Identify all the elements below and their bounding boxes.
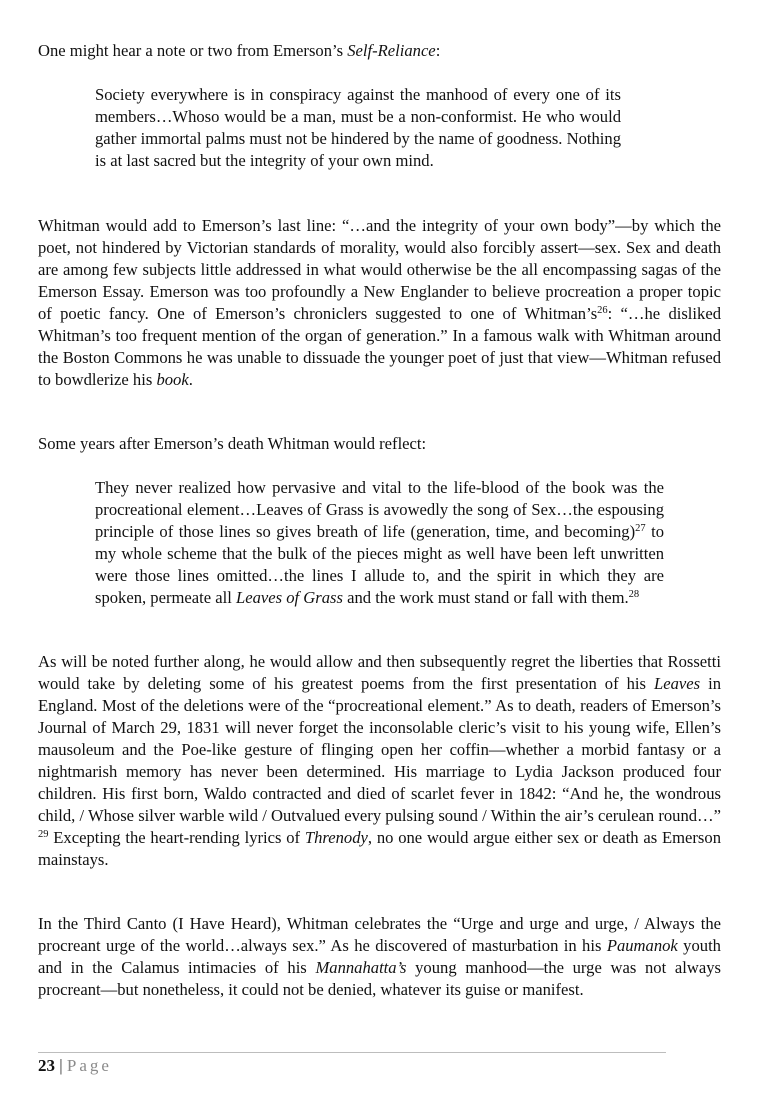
intro-line: [38, 40, 721, 62]
page-footer: [38, 1055, 112, 1077]
para1-text-a: Whitman would add to Emerson’s last line: “…and the integrity of your own body”—by which the poet, not hindered by Victorian standards of morality, would also forcibly assert—sex. Sex and death are among few subjects little addressed in what would otherwise be the all encompassing sagas of the Emerson Essay. Emerson was too profoundly a New Englander to believe procreation a proper topic of poetic fancy. One of Emerson’s chroniclers suggested to one of Whitman’s: [38, 216, 721, 323]
paragraph-whitman-emerson: [38, 215, 721, 391]
whitman-quote-text-c: and the work must stand or fall with them.: [342, 588, 629, 607]
page-number: 23: [38, 1056, 55, 1075]
intro-colon: :: [435, 41, 441, 60]
leaves-of-grass-title: Leaves of Grass: [236, 588, 343, 607]
book-emphasis: book: [156, 370, 189, 389]
para4-text-b: youth and in the Calamus intimacies of his: [38, 936, 721, 977]
paumanok-emphasis: Paumanok: [606, 936, 678, 955]
footer-divider: [38, 1052, 666, 1053]
paragraph-third-canto: [38, 913, 721, 1001]
whitman-quote-text-a: They never realized how pervasive and vital to the life-blood of the book was the procreational element…Leaves of Grass is avowedly the song of Sex…the espousing principle of those lines so gives breath of life (generation, time, and becoming): [95, 478, 664, 541]
leaves-emphasis: Leaves: [653, 674, 701, 693]
para1-text-b: : “…he disliked Whitman’s too frequent mention of the organ of generation.” In a famous walk with Whitman around the Boston Commons he was unable to dissuade the younger poet of just that view—Whitman refused to bowdlerize his: [38, 304, 721, 389]
paragraph-rossetti-death: [38, 651, 721, 871]
para4-text-a: In the Third Canto (I Have Heard), Whitman celebrates the “Urge and urge and urge, / Always the procreant urge of the world…always sex.” As he discovered of masturbation in his: [38, 914, 721, 955]
para3-text-a: As will be noted further along, he would allow and then subsequently regret the liberties that Rossetti would take by deleting some of his greatest poems from the first presentation of his: [38, 652, 721, 693]
threnody-title: Threnody: [304, 828, 368, 847]
footnote-ref-27: 27: [635, 523, 646, 534]
para3-text-c: Excepting the heart-rending lyrics of: [48, 828, 305, 847]
block-quote-emerson: [95, 84, 621, 172]
para3-text-b: in England. Most of the deletions were of the “procreational element.” As to death, readers of Emerson’s Journal of March 29, 1831 will never forget the inconsolable cleric’s visit to his young wife, Ellen’s mausoleum and the Poe-like gesture of flinging open her coffin—whether a morbid fantasy or a nightmarish memory has never been determined. His marriage to Lydia Jackson produced four children. His first born, Waldo contracted and died of scarlet fever in 1842: “And he, the wondrous child, / Whose silver warble wild / Outvalued every pulsing sound / Within the air’s cerulean round…”: [38, 674, 721, 825]
footnote-ref-28: 28: [628, 589, 640, 600]
para4-text-c: young manhood—the urge was not always procreant—but nonetheless, it could not be denied, whatever its guise or manifest.: [38, 958, 721, 999]
emerson-quote-text: Society everywhere is in conspiracy against the manhood of every one of its members…Whoso would be a man, must be a non-conformist. He who would gather immortal palms must not be hindered by the name of goodness. Nothing is at last sacred but the integrity of your own mind.: [95, 85, 621, 170]
whitman-quote-text-b: to my whole scheme that the bulk of the pieces might as well have been left unwritten were those lines omitted…the lines I allude to, and the spirit in which they are spoken, permeate all: [95, 522, 664, 607]
footnote-ref-26: 26: [597, 305, 608, 316]
intro-text: One might hear a note or two from Emerson’s: [38, 41, 348, 60]
paragraph-whitman-reflect: [38, 433, 721, 455]
page-label: Page: [66, 1056, 112, 1075]
block-quote-whitman: [95, 477, 664, 609]
para3-text-d: , no one would argue either sex or death as Emerson mainstays.: [38, 828, 721, 869]
para1-end: .: [188, 370, 193, 389]
footer-separator: |: [59, 1056, 63, 1075]
para2-text: Some years after Emerson’s death Whitman would reflect:: [38, 434, 427, 453]
footnote-ref-29: 29: [38, 829, 49, 840]
self-reliance-title: Self-Reliance: [347, 41, 436, 60]
mannahatta-emphasis: Mannahatta’s: [315, 958, 407, 977]
